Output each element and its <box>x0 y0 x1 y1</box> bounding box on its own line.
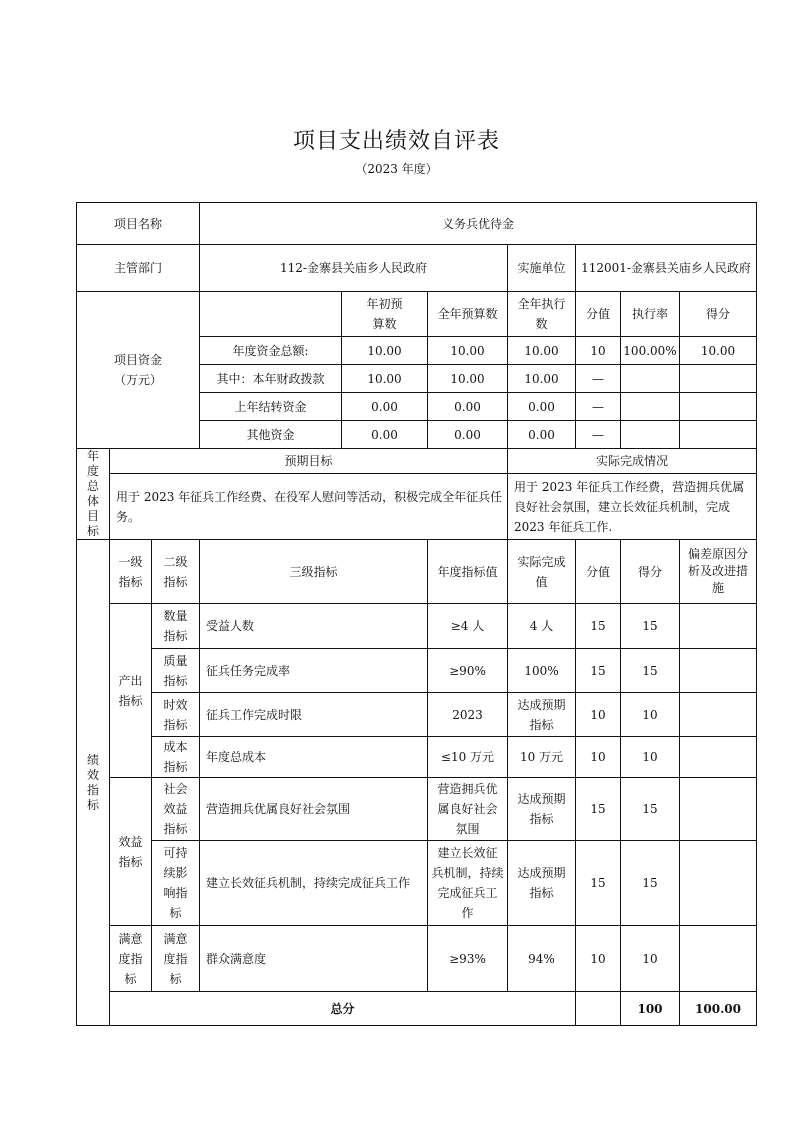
got-value: 10 <box>621 737 680 778</box>
dept-label: 主管部门 <box>77 245 200 292</box>
goals-expected-text: 用于 2023 年征兵工作经费、在役军人慰问等活动，积极完成全年征兵任务。 <box>110 474 508 540</box>
indicator-header: 三级指标 <box>200 540 428 604</box>
level3-indicator: 受益人数 <box>200 604 428 649</box>
funds-cell <box>621 393 680 421</box>
funds-cell: 0.00 <box>508 393 576 421</box>
deviation-note <box>680 649 757 693</box>
target-value: ≥93% <box>428 926 508 992</box>
funds-cell: 0.00 <box>428 421 508 449</box>
total-blank <box>576 992 621 1026</box>
funds-cell: 0.00 <box>428 393 508 421</box>
level3-indicator: 营造拥兵优属良好社会氛围 <box>200 778 428 841</box>
funds-cell: — <box>576 421 621 449</box>
got-value: 15 <box>621 841 680 926</box>
deviation-note <box>680 737 757 778</box>
target-value: 营造拥兵优 属良好社会 氛围 <box>428 778 508 841</box>
level3-indicator: 征兵任务完成率 <box>200 649 428 693</box>
deviation-note <box>680 778 757 841</box>
goals-actual-text: 用于 2023 年征兵工作经费，营造拥兵优属良好社会氛围，建立长效征兵机制，完成 2023 年征兵工作. <box>508 474 757 540</box>
score-value: 15 <box>576 841 621 926</box>
funds-cell: 10.00 <box>508 337 576 365</box>
level2-indicator: 数量 指标 <box>152 604 200 649</box>
funds-cell: — <box>576 365 621 393</box>
funds-cell <box>621 421 680 449</box>
level3-indicator: 年度总成本 <box>200 737 428 778</box>
indicators-label: 绩 效 指 标 <box>77 540 110 1026</box>
actual-value: 94% <box>508 926 576 992</box>
goals-actual-header: 实际完成情况 <box>508 449 757 474</box>
unit-value: 112001-金寨县关庙乡人民政府 <box>576 245 757 292</box>
funds-row-label: 年度资金总额: <box>200 337 342 365</box>
level3-indicator: 群众满意度 <box>200 926 428 992</box>
funds-cell <box>680 393 757 421</box>
got-value: 15 <box>621 778 680 841</box>
actual-value: 达成预期 指标 <box>508 693 576 737</box>
project-name-value: 义务兵优待金 <box>200 203 757 245</box>
deviation-note <box>680 693 757 737</box>
level1-indicator: 产出 指标 <box>110 604 152 778</box>
funds-header: 分值 <box>576 292 621 337</box>
level2-indicator: 时效 指标 <box>152 693 200 737</box>
funds-cell <box>621 365 680 393</box>
deviation-note <box>680 926 757 992</box>
level2-indicator: 社会 效益 指标 <box>152 778 200 841</box>
funds-header: 得分 <box>680 292 757 337</box>
level3-indicator: 建立长效征兵机制，持续完成征兵工作 <box>200 841 428 926</box>
funds-row-label: 上年结转资金 <box>200 393 342 421</box>
page-title: 项目支出绩效自评表 <box>292 129 500 154</box>
level3-indicator: 征兵工作完成时限 <box>200 693 428 737</box>
funds-cell <box>680 365 757 393</box>
actual-value: 100% <box>508 649 576 693</box>
funds-cell: 10.00 <box>508 365 576 393</box>
funds-cell: 10.00 <box>428 365 508 393</box>
level2-indicator: 质量 指标 <box>152 649 200 693</box>
got-value: 15 <box>621 649 680 693</box>
funds-cell: 10.00 <box>680 337 757 365</box>
score-value: 10 <box>576 926 621 992</box>
actual-value: 达成预期 指标 <box>508 841 576 926</box>
indicator-header: 偏差原因分 析及改进措 施 <box>680 540 757 604</box>
funds-label: 项目资金 （万元） <box>77 292 200 449</box>
total-score: 100 <box>621 992 680 1026</box>
funds-row-label: 其他资金 <box>200 421 342 449</box>
level2-indicator: 可持 续影 响指 标 <box>152 841 200 926</box>
funds-header: 全年预算数 <box>428 292 508 337</box>
deviation-note <box>680 841 757 926</box>
funds-header-blank <box>200 292 342 337</box>
indicator-header: 分值 <box>576 540 621 604</box>
funds-header: 年初预 算数 <box>342 292 428 337</box>
funds-header: 执行率 <box>621 292 680 337</box>
funds-header: 全年执行 数 <box>508 292 576 337</box>
actual-value: 达成预期 指标 <box>508 778 576 841</box>
actual-value: 4 人 <box>508 604 576 649</box>
level1-indicator: 效益 指标 <box>110 778 152 926</box>
funds-cell: 0.00 <box>508 421 576 449</box>
funds-cell <box>680 421 757 449</box>
level2-indicator: 成本 指标 <box>152 737 200 778</box>
funds-cell: 10.00 <box>428 337 508 365</box>
score-value: 10 <box>576 737 621 778</box>
got-value: 10 <box>621 693 680 737</box>
target-value: 2023 <box>428 693 508 737</box>
score-value: 15 <box>576 649 621 693</box>
level2-indicator: 满意 度指 标 <box>152 926 200 992</box>
funds-cell: 0.00 <box>342 393 428 421</box>
score-value: 10 <box>576 693 621 737</box>
indicator-header: 年度指标值 <box>428 540 508 604</box>
total-got: 100.00 <box>680 992 757 1026</box>
goals-expected-header: 预期目标 <box>110 449 508 474</box>
actual-value: 10 万元 <box>508 737 576 778</box>
goals-label: 年 度 总 体 目 标 <box>77 449 110 540</box>
deviation-note <box>680 604 757 649</box>
got-value: 15 <box>621 604 680 649</box>
funds-cell: 10.00 <box>342 337 428 365</box>
indicator-header: 实际完成 值 <box>508 540 576 604</box>
funds-cell: — <box>576 393 621 421</box>
target-value: ≥90% <box>428 649 508 693</box>
total-label: 总分 <box>110 992 576 1026</box>
target-value: 建立长效征 兵机制，持续 完成征兵工 作 <box>428 841 508 926</box>
indicator-header: 二级 指标 <box>152 540 200 604</box>
funds-cell: 10 <box>576 337 621 365</box>
funds-cell: 0.00 <box>342 421 428 449</box>
score-value: 15 <box>576 604 621 649</box>
funds-row-label: 其中：本年财政拨款 <box>200 365 342 393</box>
funds-cell: 10.00 <box>342 365 428 393</box>
funds-cell: 100.00% <box>621 337 680 365</box>
dept-value: 112-金寨县关庙乡人民政府 <box>200 245 508 292</box>
page-subtitle: （2023 年度） <box>355 162 438 176</box>
score-value: 15 <box>576 778 621 841</box>
project-name-label: 项目名称 <box>77 203 200 245</box>
got-value: 10 <box>621 926 680 992</box>
target-value: ≤10 万元 <box>428 737 508 778</box>
unit-label: 实施单位 <box>508 245 576 292</box>
evaluation-table <box>76 202 757 1026</box>
target-value: ≥4 人 <box>428 604 508 649</box>
indicator-header: 一级 指标 <box>110 540 152 604</box>
indicator-header: 得分 <box>621 540 680 604</box>
level1-indicator: 满意 度指 标 <box>110 926 152 992</box>
